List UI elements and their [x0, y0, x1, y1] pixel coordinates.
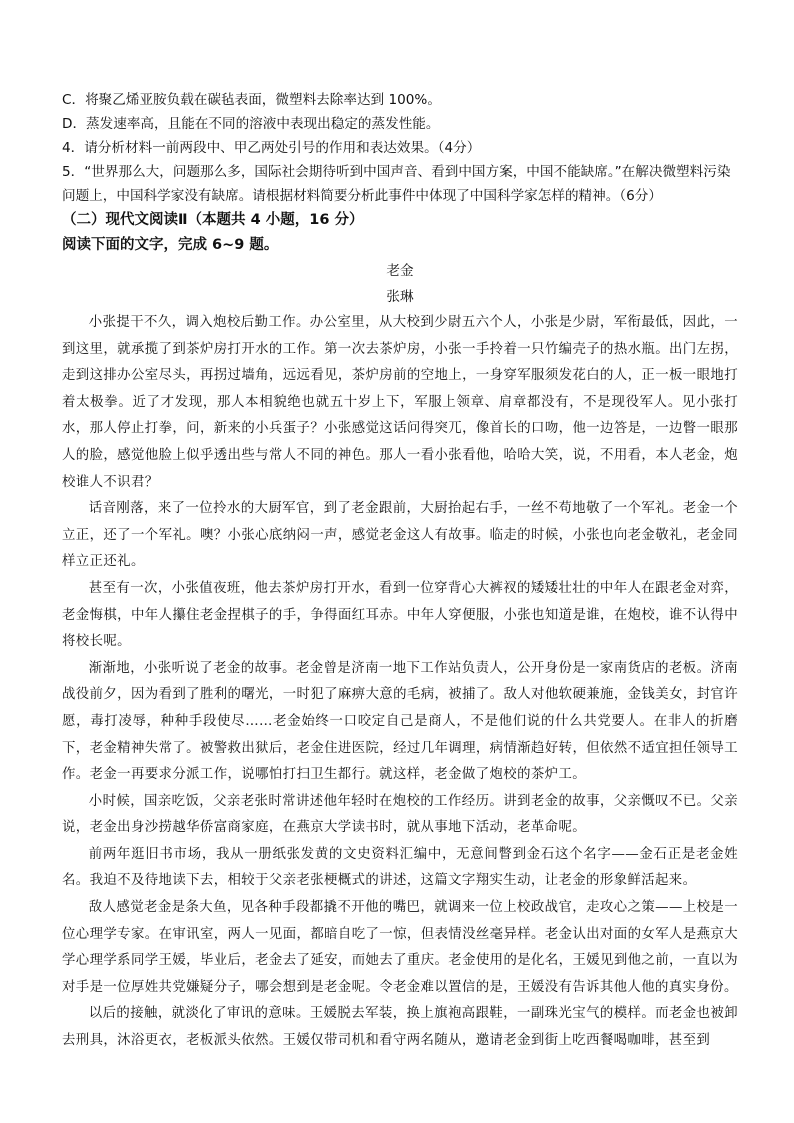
question-5: 5．“世界那么大，问题那么多，国际社会期待听到中国声音、看到中国方案，中国不能缺席。”在解决微塑料污染问题上，中国科学家没有缺席。请根据材料简要分析此事件中体现了中国科学家怎样的精神。（6分）: [62, 164, 731, 204]
option-c: C．将聚乙烯亚胺负载在碳毡表面，微塑料去除率达到 100%。: [62, 92, 441, 108]
article-paragraph: 以后的接触，就淡化了审讯的意味。王媛脱去军装，换上旗袍高跟鞋，一副珠光宝气的模样。而老金也被卸去刑具，沐浴更衣，老板派头依然。王媛仅带司机和看守两名随从，邀请老金到街上吃西餐喝咖啡，甚至到: [62, 1006, 738, 1049]
exam-page: [62, 88, 738, 1055]
article-author: 张琳: [386, 289, 414, 305]
article-paragraph: 甚至有一次，小张值夜班，他去茶炉房打开水，看到一位穿背心大裤衩的矮矮壮壮的中年人在跟老金对弈，老金悔棋，中年人攥住老金捏棋子的手，争得面红耳赤。中年人穿便服，小张也知道是谁，在炮校，谁不认得中将校长呢。: [62, 580, 738, 650]
section-instruction: 阅读下面的文字，完成 6~9 题。: [62, 237, 279, 253]
section-heading: （二）现代文阅读Ⅱ（本题共 4 小题，16 分）: [62, 212, 364, 228]
article-paragraph: 小张提干不久，调入炮校后勤工作。办公室里，从大校到少尉五六个人，小张是少尉，军衔最低，因此，一到这里，就承揽了到茶炉房打开水的工作。第一次去茶炉房，小张一手拎着一只竹编壳子的热水瓶。出门左拐，走到这排办公室尽头，再拐过墙角，远远看见，茶炉房前的空地上，一身穿军服须发花白的人，正一板一眼地打着太极拳。近了才发现，那人本相貌绝也就五十岁上下，军服上领章、肩章都没有，不是现役军人。见小张打水，那人停止打拳，问，新来的小兵蛋子？小张感觉这话问得突兀，像首长的口吻，他一边答是，一边瞥一眼那人的脸，感觉他脸上似乎透出些与常人不同的神色。那人一看小张看他，哈哈大笑，说，不用看，本人老金，炮校谁人不识君？: [62, 315, 738, 490]
option-d: D．蒸发速率高，且能在不同的溶液中表现出稳定的蒸发性能。: [62, 116, 440, 132]
article-paragraph: 前两年逛旧书市场，我从一册纸张发黄的文史资料汇编中，无意间瞥到金石这个名字——金石正是老金姓名。我迫不及待地读下去，相较于父亲老张梗概式的讲述，这篇文字翔实生动，让老金的形象鲜活起来。: [62, 846, 738, 889]
question-4: 4．请分析材料一前两段中、甲乙两处引号的作用和表达效果。（4分）: [62, 140, 481, 156]
article-paragraph: 敌人感觉老金是条大鱼，见各种手段都撬不开他的嘴巴，就调来一位上校政战官，走攻心之策——上校是一位心理学专家。在审讯室，两人一见面，都暗自吃了一惊，但表情没丝毫异样。老金认出对面的女军人是燕京大学心理学系同学王媛，毕业后，老金去了延安，而她去了重庆。老金使用的是化名，王媛见到他之前，一直以为对手是一位厚姓共党嫌疑分子，哪会想到是老金呢。令老金难以置信的是，王媛没有告诉其他人他的真实身份。: [62, 900, 738, 995]
article-paragraph: 话音刚落，来了一位拎水的大厨军官，到了老金跟前，大厨抬起右手，一丝不苟地敬了一个军礼。老金一个立正，还了一个军礼。噢？小张心底纳闷一声，感觉老金这人有故事。临走的时候，小张也向老金敬礼，老金同样立正还礼。: [62, 501, 738, 570]
article-paragraph: 小时候，国亲吃饭，父亲老张时常讲述他年轻时在炮校的工作经历。讲到老金的故事，父亲慨叹不已。父亲说，老金出身沙捞越华侨富商家庭，在燕京大学读书时，就从事地下活动，老革命呢。: [62, 793, 738, 836]
article-title: 老金: [386, 263, 414, 279]
article-paragraph: 渐渐地，小张听说了老金的故事。老金曾是济南一地下工作站负责人，公开身份是一家南货店的老板。济南战役前夕，因为看到了胜利的曙光，一时犯了麻痹大意的毛病，被捕了。敌人对他软硬兼施，金钱美女，封官许愿，毒打凌辱，种种手段使尽……老金始终一口咬定自己是商人，不是他们说的什么共党要人。在非人的折磨下，老金精神失常了。被警救出狱后，老金住进医院，经过几年调理，病情渐趋好转，但依然不适宜担任领导工作。老金一再要求分派工作，说哪怕打扫卫生都行。就这样，老金做了炮校的茶炉工。: [62, 660, 738, 783]
